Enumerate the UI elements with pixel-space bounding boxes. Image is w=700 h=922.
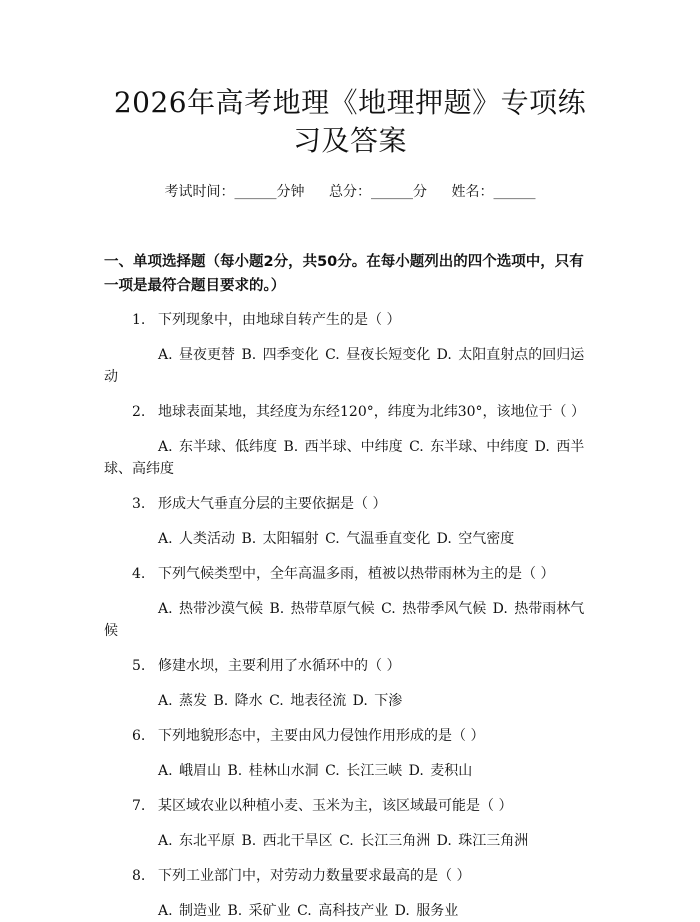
question-number: 5 .: [104, 656, 158, 676]
question-number: 8 .: [104, 866, 158, 886]
question-item: [104, 564, 596, 642]
question-stem: [104, 494, 596, 514]
question-stem: [104, 796, 596, 816]
question-number: 2 .: [104, 402, 158, 422]
question-number: 6 .: [104, 726, 158, 746]
question-number: 3 .: [104, 494, 158, 514]
question-text: 形成大气垂直分层的主要依据是（ ）: [158, 496, 387, 512]
question-options: A. 东半球、低纬度 B. 西半球、中纬度 C. 东半球、中纬度 D. 西半球、高纬度: [104, 439, 585, 477]
question-stem: [104, 564, 596, 584]
question-item: [104, 310, 596, 388]
question-number: 4 .: [104, 564, 158, 584]
question-text: 修建水坝，主要利用了水循环中的（ ）: [158, 658, 401, 674]
question-text: 下列工业部门中，对劳动力数量要求最高的是（ ）: [158, 868, 471, 884]
question-options: A. 热带沙漠气候 B. 热带草原气候 C. 热带季风气候 D. 热带雨林气候: [104, 601, 585, 639]
question-item: [104, 494, 596, 550]
question-item: [104, 402, 596, 480]
question-options: A. 蒸发 B. 降水 C. 地表径流 D. 下渗: [158, 693, 403, 709]
question-options: A. 昼夜更替 B. 四季变化 C. 昼夜长短变化 D. 太阳直射点的回归运动: [104, 347, 585, 385]
question-text: 下列地貌形态中，主要由风力侵蚀作用形成的是（ ）: [158, 728, 485, 744]
question-text: 下列现象中，由地球自转产生的是（ ）: [158, 312, 401, 328]
question-text: 地球表面某地，其经度为东经120°，纬度为北纬30°，该地位于（ ）: [158, 404, 585, 420]
question-number: 7 .: [104, 796, 158, 816]
question-options: A. 人类活动 B. 太阳辐射 C. 气温垂直变化 D. 空气密度: [158, 531, 515, 547]
question-stem: [104, 726, 596, 746]
question-options: A. 峨眉山 B. 桂林山水洞 C. 长江三峡 D. 麦积山: [158, 763, 473, 779]
question-list: [104, 310, 596, 922]
question-stem: [104, 656, 596, 676]
exam-time: 考试时间：______分钟: [164, 184, 305, 200]
question-text: 下列气候类型中，全年高温多雨，植被以热带雨林为主的是（ ）: [158, 566, 555, 582]
question-item: [104, 866, 596, 922]
question-item: [104, 796, 596, 852]
question-item: [104, 656, 596, 712]
question-text: 某区域农业以种植小麦、玉米为主，该区域最可能是（ ）: [158, 798, 513, 814]
question-number: 1 .: [104, 310, 158, 330]
question-item: [104, 726, 596, 782]
question-options: A. 东北平原 B. 西北干旱区 C. 长江三角洲 D. 珠江三角洲: [158, 833, 529, 849]
exam-info: [104, 182, 596, 202]
student-name: 姓名：______: [451, 184, 536, 200]
question-options: A. 制造业 B. 采矿业 C. 高科技产业 D. 服务业: [158, 903, 459, 919]
total-score: 总分：______分: [329, 184, 427, 200]
question-stem: [104, 402, 596, 422]
question-stem: [104, 866, 596, 886]
question-stem: [104, 310, 596, 330]
document-title: 2026年高考地理《地理押题》专项练习及答案: [113, 86, 587, 157]
section-heading: 一、单项选择题（每小题2分，共50分。在每小题列出的四个选项中，只有一项是最符合题目要求的。）: [104, 254, 584, 294]
